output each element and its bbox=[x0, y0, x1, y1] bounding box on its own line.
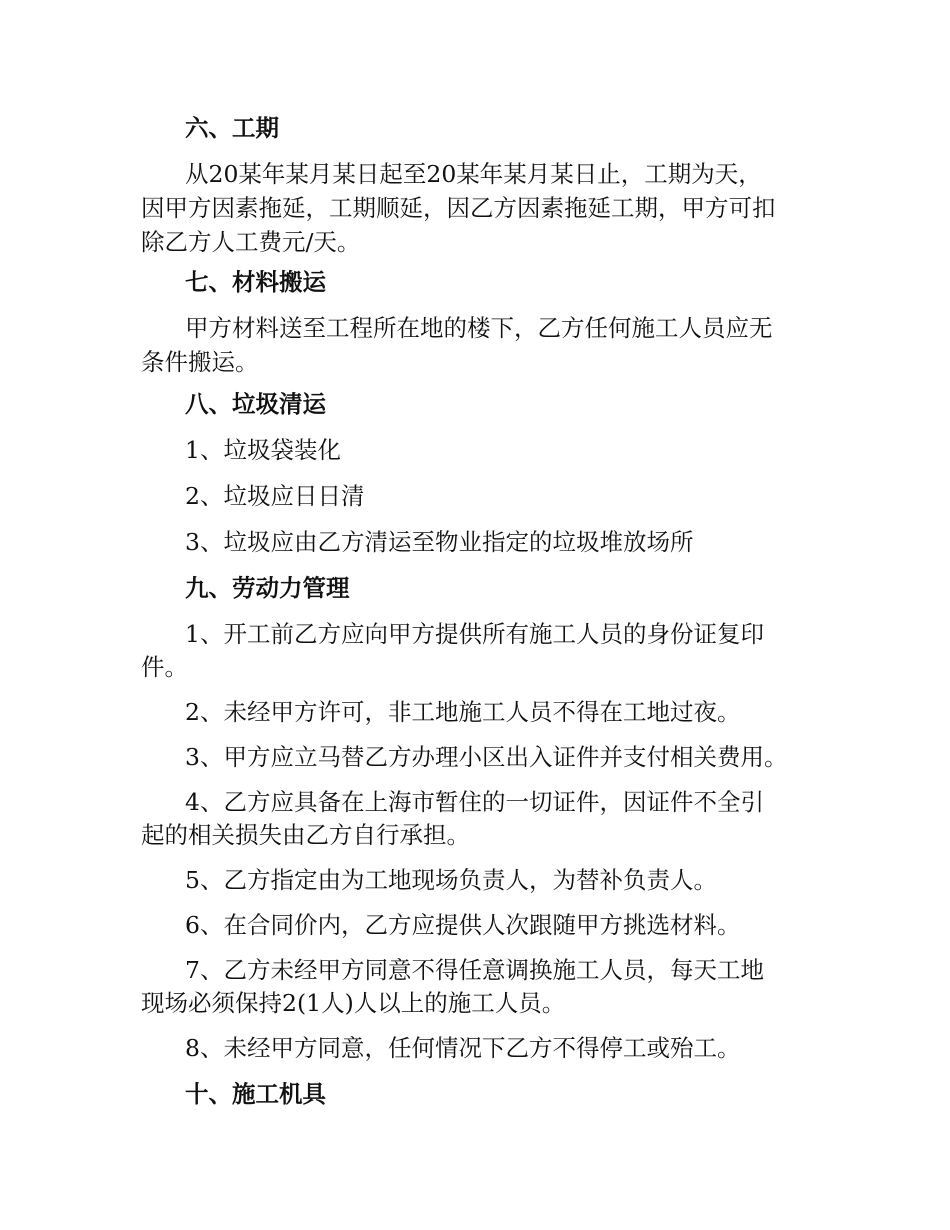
section-9-item-3: 3、甲方应立马替乙方办理小区出入证件并支付相关费用。 bbox=[185, 743, 788, 771]
section-7-paragraph-line: 条件搬运。 bbox=[141, 348, 259, 376]
section-10-heading: 十、施工机具 bbox=[185, 1080, 326, 1108]
section-9-item-1-line: 1、开工前乙方应向甲方提供所有施工人员的身份证复印 bbox=[185, 620, 764, 648]
section-8-item: 2、垃圾应日日清 bbox=[185, 482, 365, 510]
section-8-item: 1、垃圾袋装化 bbox=[185, 436, 341, 464]
section-9-item-8: 8、未经甲方同意，任何情况下乙方不得停工或殆工。 bbox=[185, 1034, 741, 1062]
section-7-heading: 七、材料搬运 bbox=[185, 268, 326, 296]
section-9-item-4-line: 4、乙方应具备在上海市暂住的一切证件，因证件不全引 bbox=[185, 788, 764, 816]
section-7-paragraph-line: 甲方材料送至工程所在地的楼下，乙方任何施工人员应无 bbox=[185, 314, 773, 342]
section-8-heading: 八、垃圾清运 bbox=[185, 390, 326, 418]
section-9-item-4-line: 起的相关损失由乙方自行承担。 bbox=[141, 821, 470, 849]
section-8-item: 3、垃圾应由乙方清运至物业指定的垃圾堆放场所 bbox=[185, 528, 694, 556]
section-9-item-7-line: 7、乙方未经甲方同意不得任意调换施工人员，每天工地 bbox=[185, 956, 764, 984]
section-9-item-2: 2、未经甲方许可，非工地施工人员不得在工地过夜。 bbox=[185, 698, 741, 726]
section-9-item-1-line: 件。 bbox=[141, 653, 188, 681]
section-9-item-6: 6、在合同价内，乙方应提供人次跟随甲方挑选材料。 bbox=[185, 911, 741, 939]
section-6-paragraph-line: 从20某年某月某日起至20某年某月某日止，工期为天， bbox=[185, 160, 762, 188]
section-9-item-5: 5、乙方指定由为工地现场负责人，为替补负责人。 bbox=[185, 866, 717, 894]
section-9-heading: 九、劳动力管理 bbox=[185, 574, 350, 602]
section-9-item-7-line: 现场必须保持2(1人)人以上的施工人员。 bbox=[141, 989, 566, 1017]
section-6-paragraph-line: 除乙方人工费元/天。 bbox=[141, 228, 361, 256]
section-6-heading: 六、工期 bbox=[185, 114, 279, 142]
section-6-paragraph-line: 因甲方因素拖延，工期顺延，因乙方因素拖延工期，甲方可扣 bbox=[141, 194, 776, 222]
